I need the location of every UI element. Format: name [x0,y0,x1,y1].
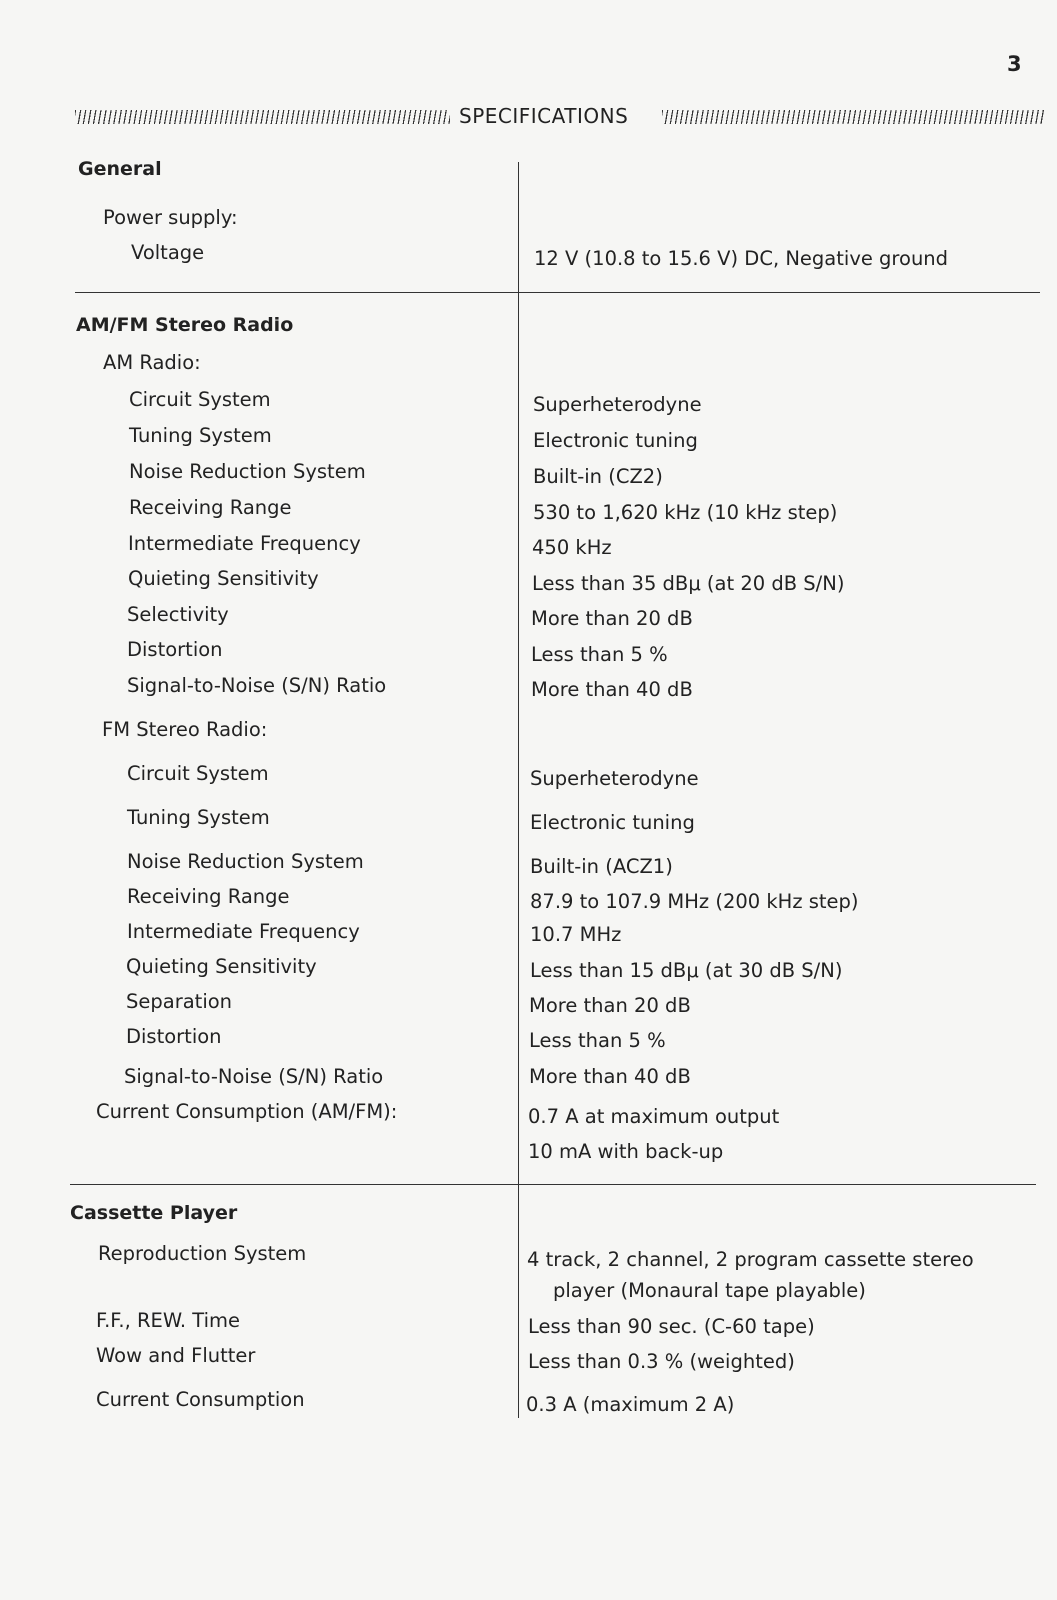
ff-rew-value: Less than 90 sec. (C-60 tape) [528,1315,815,1338]
wow-flutter-label: Wow and Flutter [96,1344,256,1367]
am-label: Signal-to-Noise (S/N) Ratio [127,674,387,697]
am-value: Superheterodyne [533,393,702,416]
voltage-value: 12 V (10.8 to 15.6 V) DC, Negative ground [534,247,949,270]
am-value: Built-in (CZ2) [533,465,663,488]
am-value: More than 40 dB [531,678,693,701]
am-label: Tuning System [129,424,272,447]
fm-label: Distortion [126,1025,222,1048]
fm-label: Signal-to-Noise (S/N) Ratio [124,1065,384,1088]
ff-rew-label: F.F., REW. Time [96,1309,240,1332]
am-heading: AM Radio: [103,351,201,374]
am-label: Selectivity [127,603,229,626]
page-title: SPECIFICATIONS [459,104,629,128]
fm-label: Tuning System [127,806,270,829]
am-value: Less than 5 % [531,643,668,666]
am-label: Distortion [127,638,223,661]
page-number: 3 [1007,52,1022,76]
fm-label: Receiving Range [127,885,290,908]
cassette-consumption-value: 0.3 A (maximum 2 A) [526,1393,735,1416]
title-dots-right [662,110,1045,124]
fm-label: Quieting Sensitivity [126,955,317,978]
column-divider [518,162,519,1418]
radio-consumption-value-2: 10 mA with back-up [528,1140,724,1163]
fm-label: Separation [126,990,233,1013]
am-value: Less than 35 dBμ (at 20 dB S/N) [532,572,845,595]
fm-label: Intermediate Frequency [127,920,360,943]
am-value: 450 kHz [532,536,612,559]
wow-flutter-value: Less than 0.3 % (weighted) [528,1350,795,1373]
fm-value: 10.7 MHz [530,923,622,946]
title-row [75,104,1045,134]
am-value: 530 to 1,620 kHz (10 kHz step) [533,501,838,524]
am-value: Electronic tuning [533,429,698,452]
fm-value: Less than 15 dBμ (at 30 dB S/N) [530,959,843,982]
section-heading-radio: AM/FM Stereo Radio [76,314,294,336]
power-supply-label: Power supply: [103,206,238,229]
fm-value: 87.9 to 107.9 MHz (200 kHz step) [530,890,859,913]
radio-consumption-value-1: 0.7 A at maximum output [528,1105,780,1128]
fm-heading: FM Stereo Radio: [102,718,268,741]
am-label: Noise Reduction System [129,460,366,483]
am-label: Receiving Range [129,496,292,519]
am-label: Circuit System [129,388,271,411]
am-label: Intermediate Frequency [128,532,361,555]
cassette-consumption-label: Current Consumption [96,1388,305,1411]
fm-value: Superheterodyne [530,767,699,790]
voltage-label: Voltage [131,241,205,264]
fm-value: More than 40 dB [529,1065,691,1088]
section-heading-general: General [78,158,162,180]
am-value: More than 20 dB [531,607,693,630]
section-rule-general [75,292,1040,293]
section-heading-cassette: Cassette Player [70,1202,238,1224]
title-dots-left [75,110,450,124]
fm-value: More than 20 dB [529,994,691,1017]
reproduction-label: Reproduction System [98,1242,307,1265]
fm-label: Noise Reduction System [127,850,364,873]
fm-value: Less than 5 % [529,1029,666,1052]
reproduction-value-1: 4 track, 2 channel, 2 program cassette stereo [527,1248,974,1271]
am-label: Quieting Sensitivity [128,567,319,590]
radio-consumption-label: Current Consumption (AM/FM): [96,1100,398,1123]
fm-label: Circuit System [127,762,269,785]
reproduction-value-2: player (Monaural tape playable) [553,1279,866,1302]
fm-value: Electronic tuning [530,811,695,834]
section-rule-radio [70,1184,1036,1185]
fm-value: Built-in (ACZ1) [530,855,673,878]
